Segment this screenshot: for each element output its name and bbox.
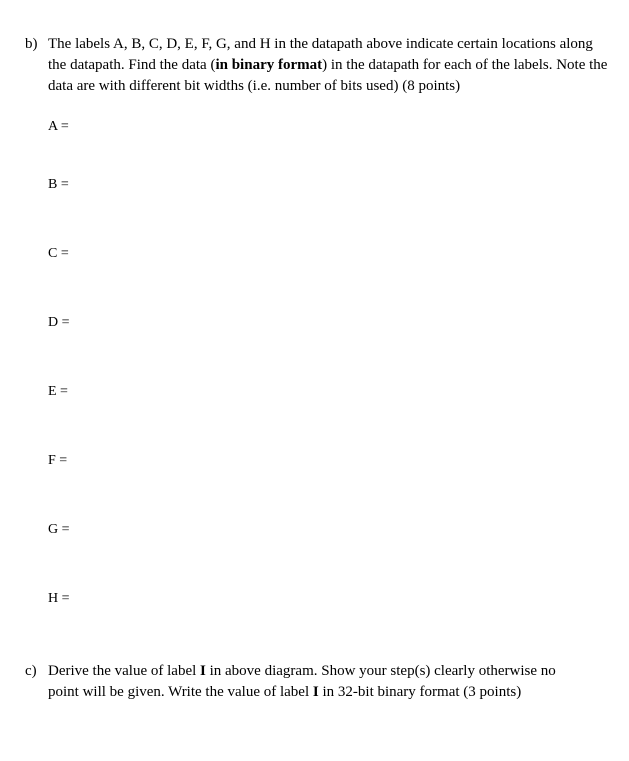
label-i-emphasis: I xyxy=(200,663,206,679)
answer-label-e: E = xyxy=(48,384,68,399)
answer-label-b: B = xyxy=(48,177,69,192)
answer-label-d: D = xyxy=(48,315,70,330)
question-c xyxy=(25,661,615,703)
answer-label-a: A = xyxy=(48,119,69,134)
answer-label-h: H = xyxy=(48,591,70,606)
binary-format-emphasis: in binary format xyxy=(215,57,323,73)
question-c-line-1-start: Derive the value of label xyxy=(48,663,201,679)
answer-label-g: G = xyxy=(48,522,70,537)
question-b-line-3: data are with different bit widths (i.e. number of bits used) (8 points) xyxy=(48,78,461,94)
answer-label-f: F = xyxy=(48,453,68,468)
question-b-text xyxy=(48,34,615,97)
question-c-line-2-start: point will be given. Write the value of label xyxy=(48,684,313,700)
question-c-line-2-end: in 32-bit binary format (3 points) xyxy=(318,684,522,700)
question-b-line-2-end: ) in the datapath for each of the labels. Note the xyxy=(322,57,608,73)
question-c-text xyxy=(48,661,615,703)
question-b-line-2-start: the datapath. Find the data ( xyxy=(48,57,216,73)
question-c-line-2 xyxy=(48,682,615,703)
label-i-emphasis-2: I xyxy=(312,684,319,700)
question-c-line-1 xyxy=(48,661,615,682)
question-b-line-1: The labels A, B, C, D, E, F, G, and H in the datapath above indicate certain locations along xyxy=(48,36,593,52)
answer-label-c: C = xyxy=(48,246,69,261)
question-b-letter: b) xyxy=(25,36,38,52)
question-b xyxy=(25,34,615,97)
question-b-line-2 xyxy=(48,55,615,76)
question-c-letter: c) xyxy=(25,663,37,679)
question-c-line-1-end: in above diagram. Show your step(s) clearly otherwise no xyxy=(205,663,556,679)
